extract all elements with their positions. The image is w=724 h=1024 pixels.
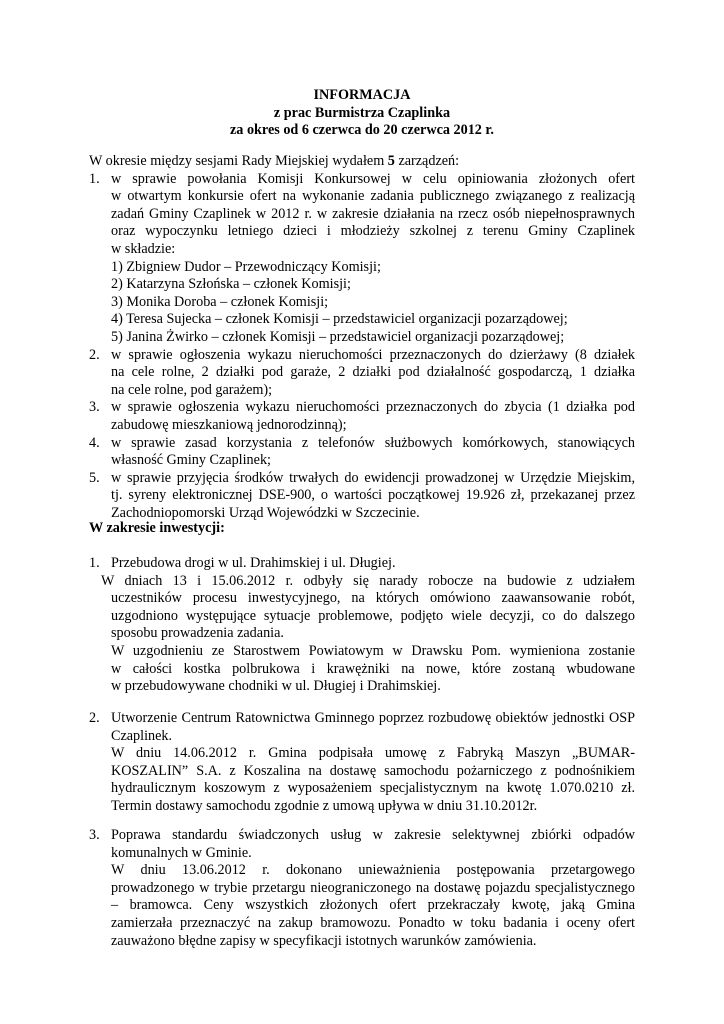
committee-member: 1) Zbigniew Dudor – Przewodniczący Komisji; <box>111 258 381 275</box>
order-number: 2. <box>89 346 100 363</box>
header-title: INFORMACJA <box>313 87 411 103</box>
header-subtitle: z prac Burmistrza Czaplinka <box>273 104 451 121</box>
investment-title: Utworzenie Centrum Ratownictwa Gminnego poprzez rozbudowę obiektów jednostki OSP <box>111 710 635 726</box>
committee-member: 4) Teresa Sujecka – członek Komisji – przedstawiciel organizacji pozarządowej; <box>111 311 568 328</box>
committee-member: 2) Katarzyna Szłońska – członek Komisji; <box>111 276 351 293</box>
order-item: 3. w sprawie ogłoszenia wykazu nieruchomości przeznaczonych do zbycia (1 działka pod zabudowę mieszkaniową jednorodzinną); <box>89 399 635 433</box>
orders-count: 5 <box>387 153 395 169</box>
investment-title: Poprawa standardu świadczonych usług w zakresie selektywnej zbiórki odpadów <box>111 827 635 843</box>
investment-item: 3. Poprawa standardu świadczonych usług w zakresie selektywnej zbiórki odpadów komunalnych w Gminie. W dniu 13.06.2012 r. dokonano unieważnienia postępowania przetargowego prowadzonego w trybie przetargu nieograniczonego na dostawę pojazdu specjalistycznego – bramowca. Ceny wszystkich złożonych ofert przekraczały kwotę, jaką Gmina zamierzała przeznaczyć na zakup bramowozu. Ponadto w toku badania i oceny ofert zauważono błędne zapisy w specyfikacji istotnych warunków zamówienia. <box>89 827 635 949</box>
header-period: za okres od 6 czerwca do 20 czerwca 2012 r. <box>230 122 494 139</box>
investment-number: 1. <box>89 555 100 571</box>
investment-number: 2. <box>89 710 100 726</box>
committee-member: 5) Janina Żwirko – członek Komisji – przedstawiciel organizacji pozarządowej; <box>111 328 565 345</box>
order-number: 4. <box>89 434 100 451</box>
order-item: 2. w sprawie ogłoszenia wykazu nieruchomości przeznaczonych do dzierżawy (8 działek na cele rolne, 2 działki pod garaże, 2 działki pod działalność gospodarczą, 1 działka na cele rolne, pod garażem); <box>89 346 635 398</box>
investment-title: Czaplinek. <box>111 727 173 744</box>
committee-member: 3) Monika Doroba – członek Komisji; <box>111 293 329 310</box>
order-item: 4. w sprawie zasad korzystania z telefonów służbowych komórkowych, stanowiących własność Gminy Czaplinek; <box>89 434 635 469</box>
investment-title: Przebudowa drogi w ul. Drahimskiej i ul. Długiej. <box>111 555 396 571</box>
order-number: 3. <box>89 399 100 416</box>
investment-item: 2. Utworzenie Centrum Ratownictwa Gminnego poprzez rozbudowę obiektów jednostki OSP Czaplinek. W dniu 14.06.2012 r. Gmina podpisała umowę z Fabryką Maszyn „BUMAR- KOSZALIN” S.A. z Koszalina na dostawę samochodu pożarniczego z podnośnikiem hydraulicznym koszowym z wyposażeniem specjalistycznym na kwotę 1.070.0210 zł. Termin dostawy samochodu zgodnie z umową upływa w dniu 31.10.2012r. <box>89 710 635 814</box>
intro-line: W okresie między sesjami Rady Miejskiej wydałem 5 zarządzeń: <box>89 153 460 169</box>
order-number: 1. <box>89 170 100 187</box>
investment-item: 1. Przebudowa drogi w ul. Drahimskiej i ul. Długiej. W dniach 13 i 15.06.2012 r. odbyły się narady robocze na budowie z udziałem uczestników procesu inwestycyjnego, na których omówiono zaawansowanie robót, uzgodniono występujące sytuacje problemowe, podjęto wiele decyzji, co do dalszego sposobu prowadzenia zadania. W uzgodnieniu ze Starostwem Powiatowym w Drawsku Pom. wymieniona zostanie w całości kostka polbrukowa i krawężniki na nowe, które zostaną wbudowane w przebudowywane chodniki w ul. Długiej i Drahimskiej. <box>89 555 635 695</box>
orders-section <box>89 153 635 522</box>
investments-heading: W zakresie inwestycji: <box>89 520 225 536</box>
investment-number: 3. <box>89 827 100 843</box>
document-header <box>0 87 724 140</box>
order-number: 5. <box>89 469 100 486</box>
investment-title: komunalnych w Gminie. <box>111 844 252 861</box>
order-item: 5. w sprawie przyjęcia środków trwałych do ewidencji prowadzonej w Urzędzie Miejskim, tj. syreny elektronicznej DSE-900, o wartości początkowej 19.926 zł, przekazanej przez Zachodniopomorski Urząd Wojewódzki w Szczecinie. <box>89 469 635 521</box>
order-item: 1. w sprawie powołania Komisji Konkursowej w celu opiniowania złożonych ofert w otwartym konkursie ofert na wykonanie zadania publicznego związanego z realizacją zadań Gminy Czaplinek w 2012 r. w zakresie działania na rzecz osób niepełnosprawnych oraz wypoczynku letniego dzieci i młodzieży szkolnej z terenu Gminy Czaplinek w składzie: 1) Zbigniew Dudor – Przewodniczący Komisji; 2) Katarzyna Szłońska – członek Komisji; 3) Monika Doroba – członek Komisji; 4) Teresa Sujecka – członek Komisji – przedstawiciel organizacji pozarządowej; 5) Janina Żwirko – członek Komisji – przedstawiciel organizacji pozarządowej; <box>89 170 635 345</box>
